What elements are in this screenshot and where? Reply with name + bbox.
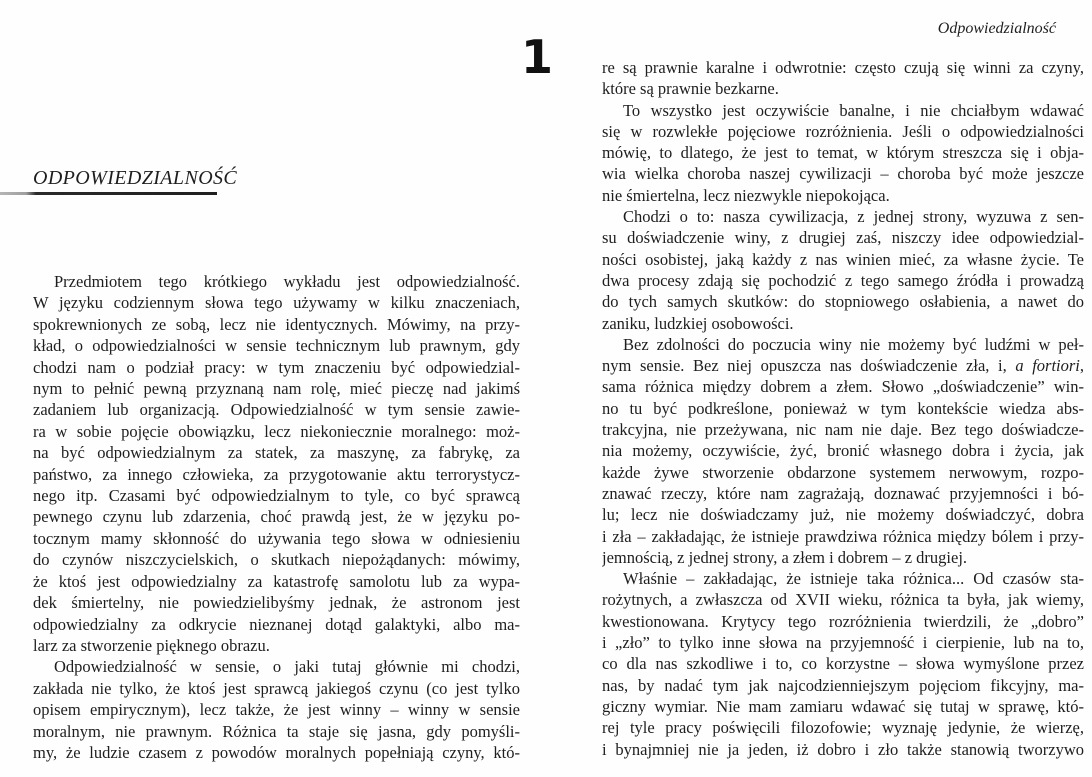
text-line: kwestionowana. Krytycy tego rozróżnienia twierdzili, że „dobro” [602, 611, 1084, 631]
text-line: jemnością, z jednej strony, a złem i dobrem – z drugiej. [602, 547, 968, 567]
text-line: kład, o odpowiedzialności w sensie technicznym lub prawnym, gdy [33, 336, 520, 356]
text-line: nym sensie. Bez niej opuszcza nas doświadczenie zła, i, a fortiori, [602, 356, 1084, 376]
text-line: znawać rzeczy, które nam zagrażają, doznawać przyjemności i bó- [602, 483, 1084, 503]
left-page-text [33, 271, 520, 763]
right-page-text [602, 57, 1084, 760]
text-line: które są prawnie bezkarne. [602, 79, 779, 99]
text-line: rej tyle pracy poświęcili filozofowie; wyznaję jedynie, że wierzę, [602, 718, 1084, 738]
text-line: Właśnie – zakładając, że istnieje taka różnica... Od czasów sta- [623, 569, 1084, 589]
text-line: państwo, za innego człowieka, za przygotowanie aktu terrorystycz- [33, 464, 520, 484]
paragraph [602, 334, 1084, 568]
text-line: na być odpowiedzialnym za statek, za maszynę, za fabrykę, za [33, 443, 520, 463]
text-line: i „zło” to tylko inne słowa na przyjemność i cierpienie, lub na to, [602, 633, 1084, 653]
paragraph [602, 57, 1084, 100]
text-line: nie śmiertelna, lecz niezwykle niepokojąca. [602, 185, 890, 205]
text-line: ności osobistej, jaką każdy z nas winien mieć, za własne życie. Te [602, 249, 1084, 269]
text-line: mówię, to dlatego, że jest to temat, w którym streszcza się i obja- [602, 143, 1084, 163]
text-line: zakłada nie tylko, że ktoś jest sprawcą jakiegoś czynu (co jest tylko [33, 678, 520, 698]
paragraph [602, 100, 1084, 206]
text-line: ra w sobie pojęcie obowiązku, lecz niekoniecznie moralnego: moż- [33, 421, 520, 441]
paragraph [33, 656, 520, 763]
title-underline [0, 192, 217, 195]
text-line: sama różnica między dobrem a złem. Słowo „doświadczenie” win- [602, 377, 1084, 397]
text-line: każde żywe stworzenie obdarzone systemem nerwowym, rozpo- [602, 462, 1084, 482]
text-line: Przedmiotem tego krótkiego wykładu jest odpowiedzialność. [54, 272, 520, 291]
text-line: Chodzi o to: nasza cywilizacja, z jednej strony, wyzuwa z sen- [623, 207, 1084, 227]
text-line: zadaniem lub organizacją. Odpowiedzialność w tym sensie zawie- [33, 400, 520, 420]
text-line: no tu być podkreślone, ponieważ w tym kontekście wiedza abs- [602, 398, 1084, 418]
paragraph [33, 271, 520, 656]
text-line: tocznym mamy skłonność do używania tego słowa w odniesieniu [33, 528, 520, 548]
text-line: larz za stworzenie pięknego obrazu. [33, 635, 270, 655]
text-line: co dla nas szkodliwe i to, co korzystne – słowa wymyślone przez [602, 654, 1084, 674]
text-line: pewnego czynu lub zdarzenia, choć prawdą jest, że w języku po- [33, 507, 520, 527]
text-line: chodzi nam o podział pracy: w tym znaczeniu być odpowiedzial- [33, 357, 520, 377]
paragraph [602, 206, 1084, 334]
text-line: W języku codziennym słowa tego używamy w kilku znaczeniach, [33, 293, 520, 313]
text-line: nas, by nadać tym jak najcodzienniejszym pojęciom fikcyjny, ma- [602, 675, 1084, 695]
text-line: Bez zdolności do poczucia winy nie możemy być ludźmi w peł- [623, 334, 1084, 354]
text-line: To wszystko jest oczywiście banalne, i nie chciałbym wdawać [623, 100, 1084, 120]
text-line: opisem empirycznym), lecz także, że jest winny – winny w sensie [33, 700, 520, 720]
text-line: nego itp. Czasami być odpowiedzialnym to tyle, co być sprawcą [33, 486, 520, 506]
paragraph [602, 568, 1084, 760]
text-line: rożytnych, a zwłaszcza od XVII wieku, różnica ta była, jak wiemy, [602, 590, 1084, 610]
text-line: i bynajmniej nie ja jeden, iż dobro i zło także stanowią tworzywo [602, 739, 1084, 759]
text-line: su doświadczenie winy, z drugiej zaś, niszczy idee odpowiedzial- [602, 228, 1084, 248]
text-line: że ktoś jest odpowiedzialny za katastrofę samolotu lub za wypa- [33, 571, 520, 591]
text-line: do tych samych skutków: do stopniowego osłabienia, a nawet do [602, 292, 1084, 312]
text-line: do czynów niszczycielskich, o skutkach niepożądanych: mówimy, [33, 550, 520, 570]
text-line: re są prawnie karalne i odwrotnie: często czują się winni za czyny, [602, 58, 1084, 77]
text-line: zaniku, ludzkiej osobowości. [602, 313, 794, 333]
text-line: nym to pełnić pewną przyznaną nam rolę, mieć pieczę nad jakimś [33, 379, 520, 399]
text-line: dek śmiertelny, nie powiedzielibyśmy jednak, że astronom jest [33, 593, 520, 613]
chapter-title: ODPOWIEDZIALNOŚĆ [33, 167, 238, 189]
text-line: się w rozwlekłe pojęciowe rozróżnienia. Jeśli o odpowiedzialności [602, 121, 1084, 141]
text-line: Odpowiedzialność w sensie, o jaki tutaj głównie mi chodzi, [54, 657, 520, 677]
text-line: my, że ludzie czasem z powodów moralnych popełniają czyny, któ- [33, 742, 520, 762]
text-line: spokrewnionych ze sobą, lecz nie identycznych. Mówimy, na przy- [33, 314, 520, 334]
page-marker: 1 [521, 30, 554, 84]
text-line: moralnym, nie prawnym. Różnica ta staje się jasna, gdy pomyśli- [33, 721, 520, 741]
text-line: dwa procesy zdają się pochodzić z tego samego źródła i prowadzą [602, 270, 1084, 290]
text-line: trakcyjna, nie przeżywana, nic nam nie daje. Bez tego doświadcze- [602, 420, 1084, 440]
text-line: wia wielka choroba naszej cywilizacji – choroba być może jeszcze [602, 164, 1084, 184]
text-line: lu; lecz nie doświadczamy już, nie możemy doświadczyć, dobra [602, 505, 1084, 525]
text-line: giczny wymiar. Nie mam zamiaru wdawać się tutaj w sprawę, któ- [602, 696, 1084, 716]
running-header: Odpowiedzialność [937, 20, 1056, 37]
text-line: i zła – zakładając, że istnieje prawdziwa różnica między bólem i przy- [602, 526, 1084, 546]
text-line: nia możemy, oczywiście, żyć, bronić własnego dobra i życia, jak [602, 441, 1084, 461]
text-line: odpowiedzialny za odkrycie nieznanej dotąd galaktyki, albo ma- [33, 614, 520, 634]
